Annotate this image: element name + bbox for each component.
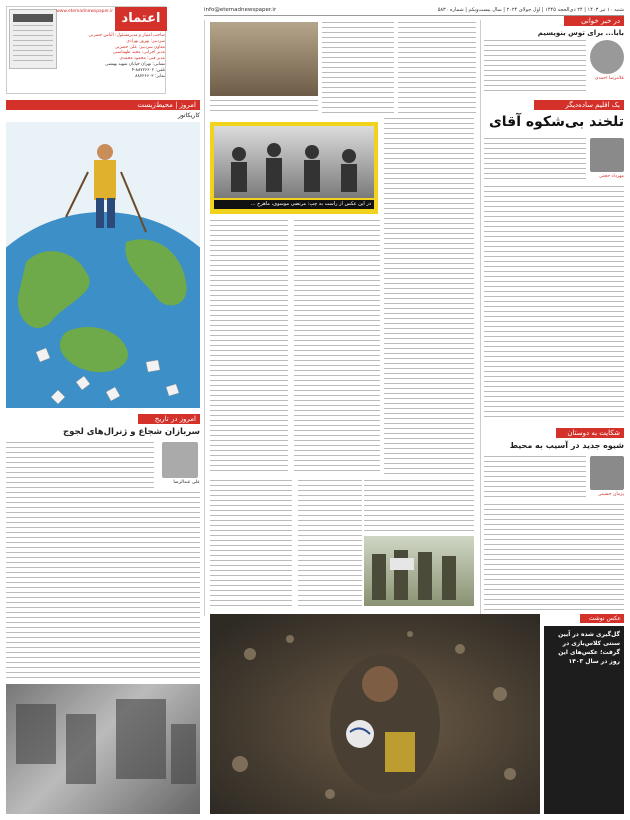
- env-header: شکایت به دوستان: [556, 428, 624, 438]
- feature-header: یک اقلیم ساده‌دیگر: [534, 100, 624, 110]
- center-col-c: [384, 118, 474, 474]
- ceremony-photo: [364, 536, 474, 606]
- feature-title: تلخند بی‌شکوه آقای: [488, 114, 624, 130]
- center-col-a: [210, 220, 288, 474]
- small-story-body: [484, 40, 586, 92]
- env-body: [484, 504, 624, 612]
- history-title: سربازان شجاع و ژنرال‌های لجوج: [62, 427, 200, 437]
- column-rule: [204, 20, 205, 616]
- center-lower-c: [364, 480, 474, 532]
- mud-photo: [210, 614, 540, 814]
- archival-photo-frame: [210, 122, 378, 214]
- date-line: شنبه ۱۰ تیر ۱۴۰۳ | ۲۴ ذی‌الحجه ۱۴۴۵ | اول جولای ۲۰۲۴ | سال بیست‌ویکم | شماره ۵۸۳۰: [437, 7, 624, 13]
- env-author: پژمان حسینی: [597, 492, 624, 497]
- history-body-lead: [6, 442, 154, 488]
- masthead-website[interactable]: www.etemadnewspaper.ir: [56, 9, 113, 14]
- small-story-title: بابا... برای توس بنویسیم: [537, 29, 624, 37]
- top-email[interactable]: info@etemadnewspaper.ir: [204, 7, 277, 13]
- feature-author-photo: [590, 138, 624, 172]
- small-author: غلامرضا احمدی: [594, 76, 624, 81]
- editor-line: سردبیر: بهروز بهزادی: [126, 38, 165, 44]
- center-top-photo: [210, 22, 318, 96]
- editor-line: صاحب امتیاز و مدیرمسئول: الیاس حضرتی: [88, 33, 165, 38]
- env-author-photo: [590, 456, 624, 490]
- archival-photo: [214, 126, 374, 198]
- phone-line: نمابر: ۸۸۷۲۶۶۰۳: [135, 73, 165, 79]
- caricature-header: امروز | محیط‌زیست: [6, 100, 200, 110]
- last-page-header: عکس نوشت: [580, 614, 624, 623]
- center-top-text-2: [322, 22, 394, 114]
- history-body: [6, 492, 200, 680]
- center-lower-a: [210, 480, 292, 608]
- caricature-title: کاریکاتور: [177, 112, 200, 119]
- caricature-image: [6, 122, 200, 408]
- history-author-photo: [162, 442, 198, 478]
- editor-list: [61, 33, 165, 79]
- center-top-text: [210, 100, 318, 114]
- history-author: علی عبدالرضا: [173, 480, 200, 485]
- small-author-photo: [590, 40, 624, 74]
- history-photo: [6, 684, 200, 814]
- feature-body: [484, 186, 624, 420]
- feature-body-lead: [484, 138, 586, 182]
- masthead-thumb: [9, 9, 57, 69]
- address-line: نشانی: تهران خیابان شهید بهشتی: [105, 61, 165, 67]
- center-col-b: [294, 220, 380, 474]
- center-lower-b: [298, 480, 362, 608]
- top-rule: [204, 15, 624, 16]
- logo: اعتماد: [115, 7, 167, 31]
- masthead: [6, 6, 166, 94]
- history-header: امروز در تاریخ: [138, 414, 200, 424]
- news-header: در خبر خوانی: [564, 16, 624, 26]
- right-rule: [480, 20, 481, 616]
- editor-line: مدیر اجرایی: مجید طهماسبی: [112, 50, 165, 56]
- editor-line: مدیر فنی: محمود محمدی: [119, 56, 165, 62]
- feature-author: مهرداد حجتی: [599, 174, 624, 179]
- archival-photo-caption: در این عکس از راست به چپ: مرتضی موسوی، ماهرخ ...: [214, 200, 374, 209]
- editor-line: معاون سردبیر: علی حضرتی: [114, 44, 165, 50]
- phone-line: تلفن: ۸۸۷۲۶۶۰۲-۴: [131, 67, 165, 73]
- center-top-text-3: [398, 22, 476, 114]
- env-title: شیوه جدید در آسیب به محیط: [509, 441, 624, 450]
- mud-photo-caption: گل‌گیری شده در آیین سنتی کلاس‌بازی در گرفت؛ عکس‌های این روز در سال ۱۴۰۳: [544, 626, 624, 814]
- env-body-lead: [484, 456, 586, 500]
